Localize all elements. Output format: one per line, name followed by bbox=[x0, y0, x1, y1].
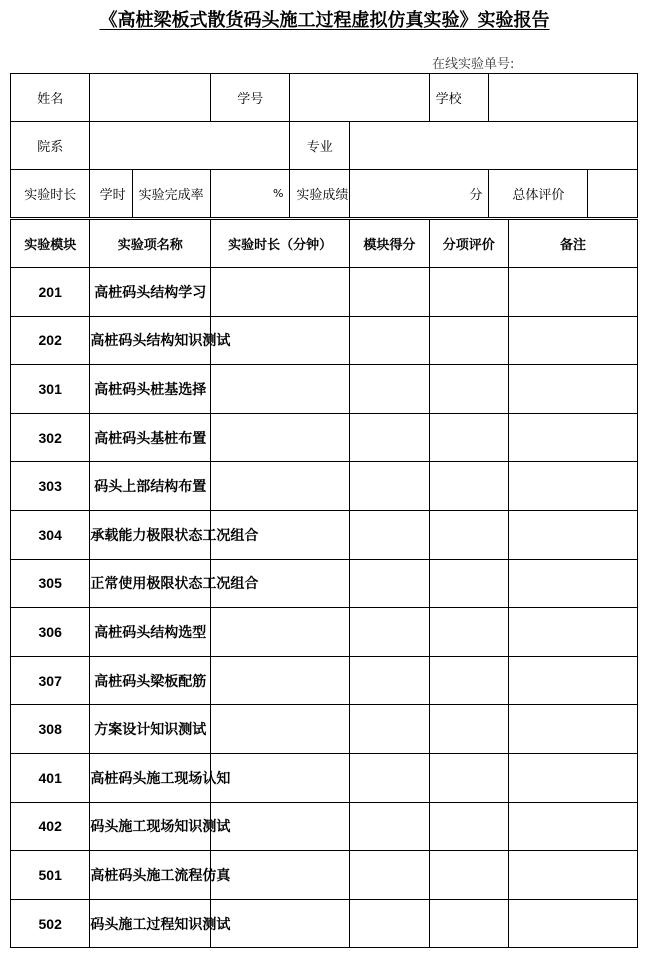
table-row bbox=[11, 899, 638, 948]
notes-cell[interactable] bbox=[508, 851, 637, 900]
item-eval-cell[interactable] bbox=[429, 510, 508, 559]
item-eval-cell[interactable] bbox=[429, 268, 508, 317]
module-score-cell[interactable] bbox=[350, 413, 429, 462]
table-row bbox=[11, 753, 638, 802]
module-code: 202 bbox=[11, 316, 90, 365]
module-score-cell[interactable] bbox=[350, 510, 429, 559]
module-code: 304 bbox=[11, 510, 90, 559]
student-id-field[interactable] bbox=[290, 74, 429, 122]
item-name: 码头施工过程知识测试 bbox=[90, 899, 211, 948]
duration-cell[interactable] bbox=[211, 608, 350, 657]
item-name: 高桩码头施工现场认知 bbox=[90, 753, 211, 802]
duration-cell[interactable] bbox=[211, 462, 350, 511]
duration-cell[interactable] bbox=[211, 802, 350, 851]
module-score-cell[interactable] bbox=[350, 899, 429, 948]
module-code: 501 bbox=[11, 851, 90, 900]
school-field[interactable] bbox=[489, 74, 638, 122]
duration-cell[interactable] bbox=[211, 413, 350, 462]
online-order-number-label: 在线实验单号: bbox=[432, 57, 515, 72]
info-row-1 bbox=[11, 74, 638, 122]
duration-cell[interactable] bbox=[211, 899, 350, 948]
notes-cell[interactable] bbox=[508, 462, 637, 511]
module-score-cell[interactable] bbox=[350, 316, 429, 365]
notes-cell[interactable] bbox=[508, 705, 637, 754]
module-code: 303 bbox=[11, 462, 90, 511]
item-name: 码头上部结构布置 bbox=[90, 462, 211, 511]
table-row bbox=[11, 413, 638, 462]
table-header bbox=[11, 219, 638, 268]
module-score-cell[interactable] bbox=[350, 462, 429, 511]
score-label: 实验成绩 bbox=[290, 170, 350, 219]
item-name: 高桩码头结构选型 bbox=[90, 608, 211, 657]
module-code: 306 bbox=[11, 608, 90, 657]
table-row bbox=[11, 268, 638, 317]
item-name: 承载能力极限状态工况组合 bbox=[90, 510, 211, 559]
hours-field[interactable]: 学时 bbox=[90, 170, 132, 219]
module-code: 301 bbox=[11, 365, 90, 414]
student-id-label: 学号 bbox=[211, 74, 290, 122]
report-title: 《高桩梁板式散货码头施工过程虚拟仿真实验》实验报告 bbox=[99, 10, 550, 31]
item-name: 码头施工现场知识测试 bbox=[90, 802, 211, 851]
score-field[interactable]: 分 bbox=[350, 170, 489, 219]
notes-cell[interactable] bbox=[508, 510, 637, 559]
table-row bbox=[11, 851, 638, 900]
duration-cell[interactable] bbox=[211, 705, 350, 754]
experiment-rows bbox=[11, 268, 638, 948]
module-code: 502 bbox=[11, 899, 90, 948]
name-field[interactable] bbox=[90, 74, 211, 122]
table-row bbox=[11, 656, 638, 705]
completion-field[interactable]: % bbox=[211, 170, 290, 219]
notes-cell[interactable] bbox=[508, 316, 637, 365]
item-eval-cell[interactable] bbox=[429, 753, 508, 802]
module-code: 201 bbox=[11, 268, 90, 317]
notes-cell[interactable] bbox=[508, 268, 637, 317]
item-eval-cell[interactable] bbox=[429, 559, 508, 608]
item-name: 高桩码头结构学习 bbox=[90, 268, 211, 317]
table-row bbox=[11, 365, 638, 414]
major-label: 专业 bbox=[290, 122, 350, 170]
item-eval-cell[interactable] bbox=[429, 851, 508, 900]
notes-cell[interactable] bbox=[508, 608, 637, 657]
table-row bbox=[11, 559, 638, 608]
item-eval-cell[interactable] bbox=[429, 413, 508, 462]
table-row bbox=[11, 316, 638, 365]
name-label: 姓名 bbox=[11, 74, 90, 122]
module-code: 302 bbox=[11, 413, 90, 462]
module-code: 308 bbox=[11, 705, 90, 754]
overall-eval-label: 总体评价 bbox=[489, 170, 588, 219]
item-eval-cell[interactable] bbox=[429, 899, 508, 948]
module-score-cell[interactable] bbox=[350, 268, 429, 317]
report-table bbox=[10, 73, 638, 948]
header-item-eval: 分项评价 bbox=[429, 219, 508, 268]
info-row-2 bbox=[11, 122, 638, 170]
notes-cell[interactable] bbox=[508, 365, 637, 414]
table-row bbox=[11, 462, 638, 511]
item-name: 高桩码头结构知识测试 bbox=[90, 316, 211, 365]
table-row bbox=[11, 510, 638, 559]
duration-cell[interactable] bbox=[211, 268, 350, 317]
notes-cell[interactable] bbox=[508, 899, 637, 948]
item-name: 正常使用极限状态工况组合 bbox=[90, 559, 211, 608]
duration-cell[interactable] bbox=[211, 656, 350, 705]
item-name: 方案设计知识测试 bbox=[90, 705, 211, 754]
notes-cell[interactable] bbox=[508, 413, 637, 462]
notes-cell[interactable] bbox=[508, 802, 637, 851]
item-eval-cell[interactable] bbox=[429, 316, 508, 365]
item-name: 高桩码头基桩布置 bbox=[90, 413, 211, 462]
item-eval-cell[interactable] bbox=[429, 656, 508, 705]
major-field[interactable] bbox=[350, 122, 638, 170]
table-row bbox=[11, 705, 638, 754]
module-score-cell[interactable] bbox=[350, 559, 429, 608]
item-name: 高桩码头施工流程仿真 bbox=[90, 851, 211, 900]
module-code: 305 bbox=[11, 559, 90, 608]
overall-eval-field[interactable] bbox=[588, 170, 638, 219]
header-notes: 备注 bbox=[508, 219, 637, 268]
item-eval-cell[interactable] bbox=[429, 365, 508, 414]
module-score-cell[interactable] bbox=[350, 365, 429, 414]
item-eval-cell[interactable] bbox=[429, 705, 508, 754]
module-score-cell[interactable] bbox=[350, 656, 429, 705]
duration-label: 实验时长 bbox=[11, 170, 90, 219]
item-eval-cell[interactable] bbox=[429, 608, 508, 657]
notes-cell[interactable] bbox=[508, 656, 637, 705]
module-score-cell[interactable] bbox=[350, 705, 429, 754]
module-score-cell[interactable] bbox=[350, 802, 429, 851]
item-eval-cell[interactable] bbox=[429, 462, 508, 511]
duration-cell[interactable] bbox=[211, 851, 350, 900]
duration-cell[interactable] bbox=[211, 753, 350, 802]
completion-label: 实验完成率 bbox=[132, 170, 210, 219]
department-label: 院系 bbox=[11, 122, 90, 170]
module-code: 402 bbox=[11, 802, 90, 851]
info-row-3 bbox=[11, 170, 638, 219]
duration-cell[interactable] bbox=[211, 365, 350, 414]
module-code: 401 bbox=[11, 753, 90, 802]
header-module-score: 模块得分 bbox=[350, 219, 429, 268]
item-name: 高桩码头桩基选择 bbox=[90, 365, 211, 414]
header-item-name: 实验项名称 bbox=[90, 219, 211, 268]
school-label: 学校 bbox=[429, 74, 489, 122]
item-name: 高桩码头梁板配筋 bbox=[90, 656, 211, 705]
module-score-cell[interactable] bbox=[350, 753, 429, 802]
notes-cell[interactable] bbox=[508, 559, 637, 608]
module-score-cell[interactable] bbox=[350, 608, 429, 657]
header-module: 实验模块 bbox=[11, 219, 90, 268]
department-field[interactable] bbox=[90, 122, 290, 170]
module-score-cell[interactable] bbox=[350, 851, 429, 900]
table-row bbox=[11, 608, 638, 657]
table-row bbox=[11, 802, 638, 851]
item-eval-cell[interactable] bbox=[429, 802, 508, 851]
module-code: 307 bbox=[11, 656, 90, 705]
duration-cell[interactable] bbox=[211, 316, 350, 365]
notes-cell[interactable] bbox=[508, 753, 637, 802]
header-duration: 实验时长（分钟） bbox=[211, 219, 350, 268]
